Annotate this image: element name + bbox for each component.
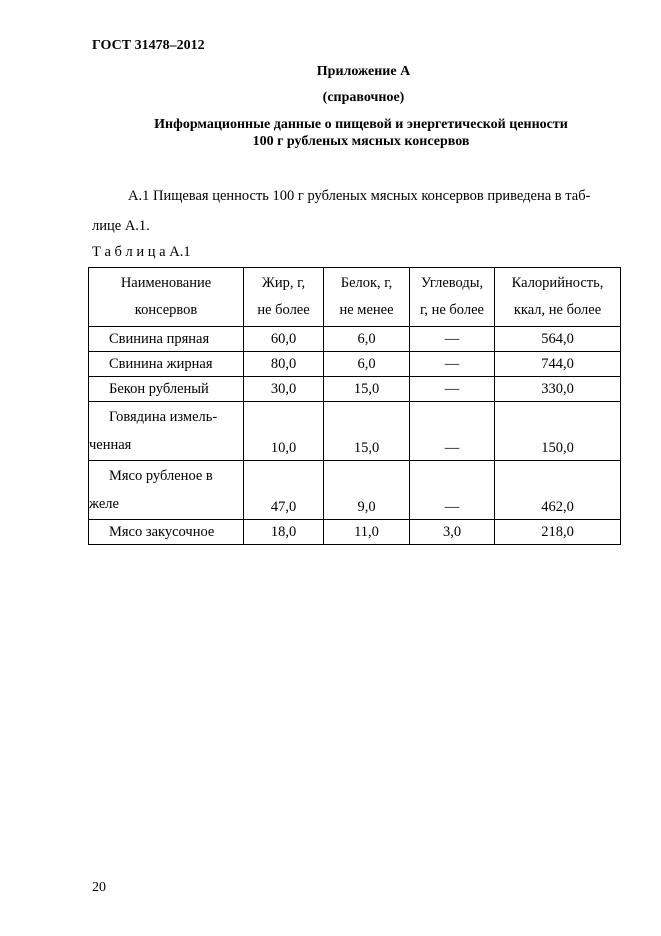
cell-protein: 6,0 [324, 327, 410, 352]
paragraph-line-1 [92, 181, 620, 211]
table-row [89, 327, 621, 352]
header-cell-fat [244, 268, 324, 327]
cell-name-line-2: желе [89, 496, 119, 512]
appendix-type: (справочное) [322, 90, 405, 105]
cell-kcal: 564,0 [495, 327, 621, 352]
header-text: Калорийность, [511, 275, 604, 291]
cell-name-line-2: ченная [89, 437, 132, 453]
cell-protein: 11,0 [324, 520, 410, 545]
cell-carbs: — [410, 327, 495, 352]
cell-fat: 30,0 [244, 377, 324, 402]
table-header-row [89, 268, 621, 327]
header-text: консервов [134, 302, 198, 318]
header-cell-protein [324, 268, 410, 327]
title-line-1: Информационные данные о пищевой и энергетической ценности [154, 117, 568, 132]
cell-name: Свинина жирная [89, 352, 244, 377]
header-text: не менее [339, 302, 394, 318]
cell-fat: 60,0 [244, 327, 324, 352]
body-paragraph [92, 181, 620, 241]
cell-name [89, 461, 244, 520]
appendix-label: Приложение А [316, 64, 411, 79]
cell-kcal: 218,0 [495, 520, 621, 545]
paragraph-text-1: А.1 Пищевая ценность 100 г рубленых мясных консервов приведена в таб- [128, 188, 591, 204]
title-line-2: 100 г рубленых мясных консервов [252, 134, 470, 149]
cell-fat: 18,0 [244, 520, 324, 545]
table-row [89, 461, 621, 520]
cell-carbs: 3,0 [410, 520, 495, 545]
table-row [89, 377, 621, 402]
cell-name [89, 402, 244, 461]
cell-carbs: — [410, 352, 495, 377]
header-cell-carbs [410, 268, 495, 327]
page-number: 20 [92, 880, 106, 895]
header-cell-name [89, 268, 244, 327]
cell-protein: 9,0 [324, 461, 410, 520]
table-row [89, 352, 621, 377]
cell-name: Бекон рубленый [89, 377, 244, 402]
cell-name-line-1: Мясо рубленое в [109, 468, 213, 484]
cell-fat: 80,0 [244, 352, 324, 377]
appendix-title [92, 116, 630, 150]
header-text: Углеводы, [420, 275, 484, 291]
cell-name: Свинина пряная [89, 327, 244, 352]
header-text: не более [257, 302, 310, 318]
cell-name: Мясо закусочное [89, 520, 244, 545]
cell-carbs: — [410, 377, 495, 402]
header-text: ккал, не более [513, 302, 602, 318]
cell-kcal: 744,0 [495, 352, 621, 377]
cell-fat: 10,0 [244, 402, 324, 461]
header-text: Наименование [120, 275, 212, 291]
cell-kcal: 330,0 [495, 377, 621, 402]
paragraph-line-2: лице А.1. [92, 218, 150, 234]
cell-carbs: — [410, 402, 495, 461]
header-text: Белок, г, [340, 275, 393, 291]
cell-name-line-1: Говядина измель- [109, 409, 218, 425]
header-cell-kcal [495, 268, 621, 327]
table-row [89, 520, 621, 545]
cell-protein: 15,0 [324, 377, 410, 402]
table-caption: Т а б л и ц а А.1 [92, 244, 191, 260]
cell-kcal: 150,0 [495, 402, 621, 461]
cell-protein: 15,0 [324, 402, 410, 461]
cell-kcal: 462,0 [495, 461, 621, 520]
standard-header: ГОСТ 31478–2012 [92, 38, 205, 53]
header-text: Жир, г, [261, 275, 306, 291]
cell-fat: 47,0 [244, 461, 324, 520]
cell-protein: 6,0 [324, 352, 410, 377]
nutrition-table [88, 267, 621, 545]
header-text: г, не более [420, 302, 484, 318]
cell-carbs: — [410, 461, 495, 520]
table-row [89, 402, 621, 461]
